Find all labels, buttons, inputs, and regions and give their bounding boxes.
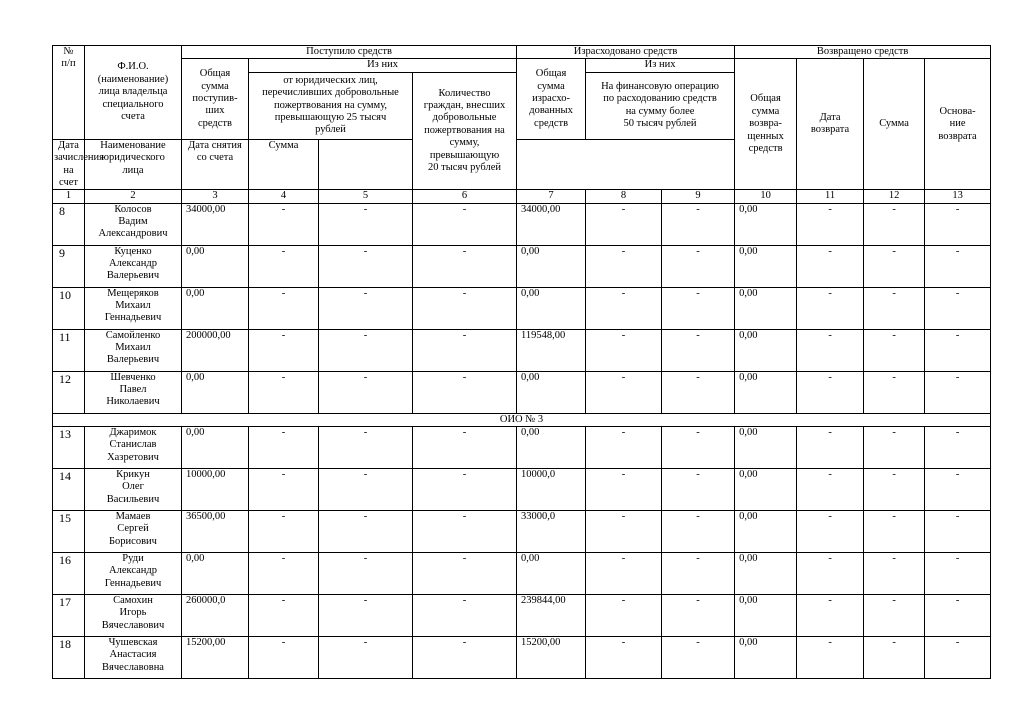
cell-c6: -: [413, 287, 517, 329]
table-body: [53, 203, 991, 678]
cell-fio: Куценко Александр Валерьевич: [85, 245, 182, 287]
header-return-date: Дата возврата: [797, 59, 864, 190]
section-title: ОИО № 3: [53, 413, 991, 426]
cell-c12: -: [864, 469, 925, 511]
cell-c8: -: [586, 469, 662, 511]
cell-received: 0,00: [182, 287, 249, 329]
cell-c11: -: [797, 287, 864, 329]
cell-c8: -: [586, 637, 662, 679]
cell-c11: -: [797, 203, 864, 245]
cell-spent: 10000,0: [517, 469, 586, 511]
cell-num: 17: [53, 595, 85, 637]
cell-c9: -: [662, 427, 735, 469]
cell-returned: 0,00: [735, 371, 797, 413]
cell-num: 13: [53, 427, 85, 469]
cell-c12: -: [864, 287, 925, 329]
header-return-basis: Основа- ние возврата: [925, 59, 991, 190]
cell-fio: Самохин Игорь Вячеславович: [85, 595, 182, 637]
cell-c11: -: [797, 553, 864, 595]
cell-c6: -: [413, 595, 517, 637]
cell-returned: 0,00: [735, 469, 797, 511]
cell-c11: -: [797, 637, 864, 679]
cell-spent: 34000,00: [517, 203, 586, 245]
cell-c5: -: [319, 511, 413, 553]
cell-received: 36500,00: [182, 511, 249, 553]
cell-c6: -: [413, 469, 517, 511]
cell-c11: -: [797, 245, 864, 287]
cell-c13: -: [925, 595, 991, 637]
cell-c11: -: [797, 427, 864, 469]
header-financial-op: На финансовую операцию по расходованию средств на сумму более 50 тысяч рублей: [586, 72, 735, 139]
cell-spent: 0,00: [517, 553, 586, 595]
cell-c6: -: [413, 427, 517, 469]
table-row: [53, 511, 991, 553]
cell-c9: -: [662, 329, 735, 371]
header-total-received: Общая сумма поступив- ших средств: [182, 59, 249, 139]
cell-c13: -: [925, 329, 991, 371]
cell-spent: 0,00: [517, 287, 586, 329]
cell-c12: -: [864, 553, 925, 595]
cell-c13: -: [925, 287, 991, 329]
cell-c5: -: [319, 595, 413, 637]
cell-c5: -: [319, 245, 413, 287]
cell-c6: -: [413, 245, 517, 287]
cell-received: 15200,00: [182, 637, 249, 679]
cell-returned: 0,00: [735, 245, 797, 287]
cell-c13: -: [925, 427, 991, 469]
cell-num: 12: [53, 371, 85, 413]
cell-c6: -: [413, 371, 517, 413]
cell-fio: Чушевская Анастасия Вячеславовна: [85, 637, 182, 679]
finance-report-table: [52, 45, 991, 679]
cell-c5: -: [319, 203, 413, 245]
header-of-them-spent: Из них: [586, 59, 735, 72]
cell-c13: -: [925, 511, 991, 553]
cell-c12: -: [864, 637, 925, 679]
cell-fio: Самойленко Михаил Валерьевич: [85, 329, 182, 371]
cell-fio: Шевченко Павел Николаевич: [85, 371, 182, 413]
cell-received: 200000,00: [182, 329, 249, 371]
cell-num: 18: [53, 637, 85, 679]
cell-c9: -: [662, 637, 735, 679]
table-row: [53, 469, 991, 511]
cell-c9: -: [662, 469, 735, 511]
column-number: 9: [662, 190, 735, 203]
cell-num: 8: [53, 203, 85, 245]
cell-c4: -: [249, 203, 319, 245]
column-number: 8: [586, 190, 662, 203]
cell-spent: 0,00: [517, 427, 586, 469]
cell-c9: -: [662, 553, 735, 595]
cell-c12: -: [864, 595, 925, 637]
cell-c5: -: [319, 427, 413, 469]
cell-c6: -: [413, 553, 517, 595]
cell-c5: -: [319, 371, 413, 413]
table-row: [53, 427, 991, 469]
cell-num: 9: [53, 245, 85, 287]
cell-c8: -: [586, 595, 662, 637]
cell-c5: -: [319, 553, 413, 595]
cell-c11: -: [797, 371, 864, 413]
cell-returned: 0,00: [735, 637, 797, 679]
cell-c9: -: [662, 511, 735, 553]
cell-received: 0,00: [182, 553, 249, 595]
cell-received: 34000,00: [182, 203, 249, 245]
column-number: 10: [735, 190, 797, 203]
cell-num: 11: [53, 329, 85, 371]
cell-c6: -: [413, 637, 517, 679]
cell-c11: -: [797, 595, 864, 637]
column-number: 2: [85, 190, 182, 203]
column-number: 5: [319, 190, 413, 203]
cell-c13: -: [925, 245, 991, 287]
column-number: 12: [864, 190, 925, 203]
header-spent: Израсходовано средств: [517, 46, 735, 59]
table-row: [53, 371, 991, 413]
cell-returned: 0,00: [735, 553, 797, 595]
cell-c13: -: [925, 469, 991, 511]
header-entity-name: Наименование юридического лица: [85, 139, 182, 190]
column-number: 11: [797, 190, 864, 203]
cell-c4: -: [249, 637, 319, 679]
cell-c9: -: [662, 595, 735, 637]
cell-c6: -: [413, 203, 517, 245]
header-total-returned: Общая сумма возвра- щенных средств: [735, 59, 797, 190]
cell-c9: -: [662, 245, 735, 287]
column-number: 7: [517, 190, 586, 203]
header-credit-date: Дата зачисления на счет: [54, 139, 104, 188]
cell-num: 16: [53, 553, 85, 595]
cell-returned: 0,00: [735, 287, 797, 329]
cell-c5: -: [319, 469, 413, 511]
cell-c13: -: [925, 203, 991, 245]
cell-c5: -: [319, 287, 413, 329]
table-row: [53, 287, 991, 329]
cell-c8: -: [586, 371, 662, 413]
cell-spent: 0,00: [517, 245, 586, 287]
cell-c4: -: [249, 511, 319, 553]
cell-received: 260000,0: [182, 595, 249, 637]
table-row: [53, 553, 991, 595]
cell-returned: 0,00: [735, 427, 797, 469]
header-op-sum: Сумма: [249, 139, 319, 190]
cell-num: 14: [53, 469, 85, 511]
header-return-sum: Сумма: [864, 59, 925, 190]
cell-spent: 33000,0: [517, 511, 586, 553]
table-row: [53, 203, 991, 245]
cell-received: 0,00: [182, 371, 249, 413]
cell-c8: -: [586, 245, 662, 287]
cell-c8: -: [586, 511, 662, 553]
column-numbers-row: [53, 190, 991, 203]
cell-c8: -: [586, 553, 662, 595]
cell-c8: -: [586, 203, 662, 245]
cell-returned: 0,00: [735, 595, 797, 637]
cell-c4: -: [249, 553, 319, 595]
cell-c12: -: [864, 245, 925, 287]
cell-fio: Джаримок Станислав Хазретович: [85, 427, 182, 469]
table-row: [53, 329, 991, 371]
cell-c12: -: [864, 203, 925, 245]
cell-c12: -: [864, 329, 925, 371]
column-number: 4: [249, 190, 319, 203]
cell-c4: -: [249, 245, 319, 287]
cell-c13: -: [925, 637, 991, 679]
cell-c8: -: [586, 329, 662, 371]
cell-c4: -: [249, 469, 319, 511]
header-total-spent: Общая сумма израсхо- дованных средств: [517, 59, 586, 139]
cell-c6: -: [413, 511, 517, 553]
table-row: [53, 637, 991, 679]
cell-received: 0,00: [182, 245, 249, 287]
cell-c8: -: [586, 427, 662, 469]
cell-received: 0,00: [182, 427, 249, 469]
column-number: 6: [413, 190, 517, 203]
cell-fio: Колосов Вадим Александрович: [85, 203, 182, 245]
table-row: [53, 245, 991, 287]
cell-fio: Руди Александр Геннадьевич: [85, 553, 182, 595]
header-citizens-count: Количество граждан, внесших добровольные пожертвования на сумму, превышающую 20 тысяч рублей: [413, 72, 517, 190]
cell-spent: 0,00: [517, 371, 586, 413]
table-header: [53, 46, 991, 204]
column-number: 1: [53, 190, 85, 203]
cell-c11: -: [797, 329, 864, 371]
cell-spent: 119548,00: [517, 329, 586, 371]
cell-c5: -: [319, 637, 413, 679]
cell-fio: Мамаев Сергей Борисович: [85, 511, 182, 553]
cell-num: 15: [53, 511, 85, 553]
header-num: № п/п: [53, 46, 85, 140]
cell-c12: -: [864, 427, 925, 469]
cell-received: 10000,00: [182, 469, 249, 511]
section-row: [53, 413, 991, 426]
cell-num: 10: [53, 287, 85, 329]
header-returned: Возвращено средств: [735, 46, 991, 59]
cell-returned: 0,00: [735, 511, 797, 553]
cell-c5: -: [319, 329, 413, 371]
cell-returned: 0,00: [735, 203, 797, 245]
cell-c8: -: [586, 287, 662, 329]
cell-fio: Мещеряков Михаил Геннадьевич: [85, 287, 182, 329]
cell-c13: -: [925, 371, 991, 413]
cell-c4: -: [249, 371, 319, 413]
cell-c12: -: [864, 371, 925, 413]
table-row: [53, 595, 991, 637]
cell-c9: -: [662, 287, 735, 329]
cell-c11: -: [797, 511, 864, 553]
column-number: 13: [925, 190, 991, 203]
cell-spent: 239844,00: [517, 595, 586, 637]
cell-c4: -: [249, 427, 319, 469]
cell-c4: -: [249, 329, 319, 371]
cell-c12: -: [864, 511, 925, 553]
header-fio: Ф.И.О. (наименование) лица владельца специального счета: [85, 46, 182, 140]
cell-c11: -: [797, 469, 864, 511]
cell-c4: -: [249, 287, 319, 329]
cell-c9: -: [662, 371, 735, 413]
cell-fio: Крикун Олег Васильевич: [85, 469, 182, 511]
cell-c13: -: [925, 553, 991, 595]
cell-c4: -: [249, 595, 319, 637]
column-number: 3: [182, 190, 249, 203]
header-legal-entities: от юридических лиц, перечисливших добровольные пожертвования на сумму, превышающую 25 тысяч рублей: [249, 72, 413, 139]
cell-c9: -: [662, 203, 735, 245]
header-withdraw-date: Дата снятия со счета: [182, 139, 249, 190]
cell-returned: 0,00: [735, 329, 797, 371]
header-received: Поступило средств: [182, 46, 517, 59]
header-of-them-received: Из них: [249, 59, 517, 72]
cell-spent: 15200,00: [517, 637, 586, 679]
cell-c6: -: [413, 329, 517, 371]
